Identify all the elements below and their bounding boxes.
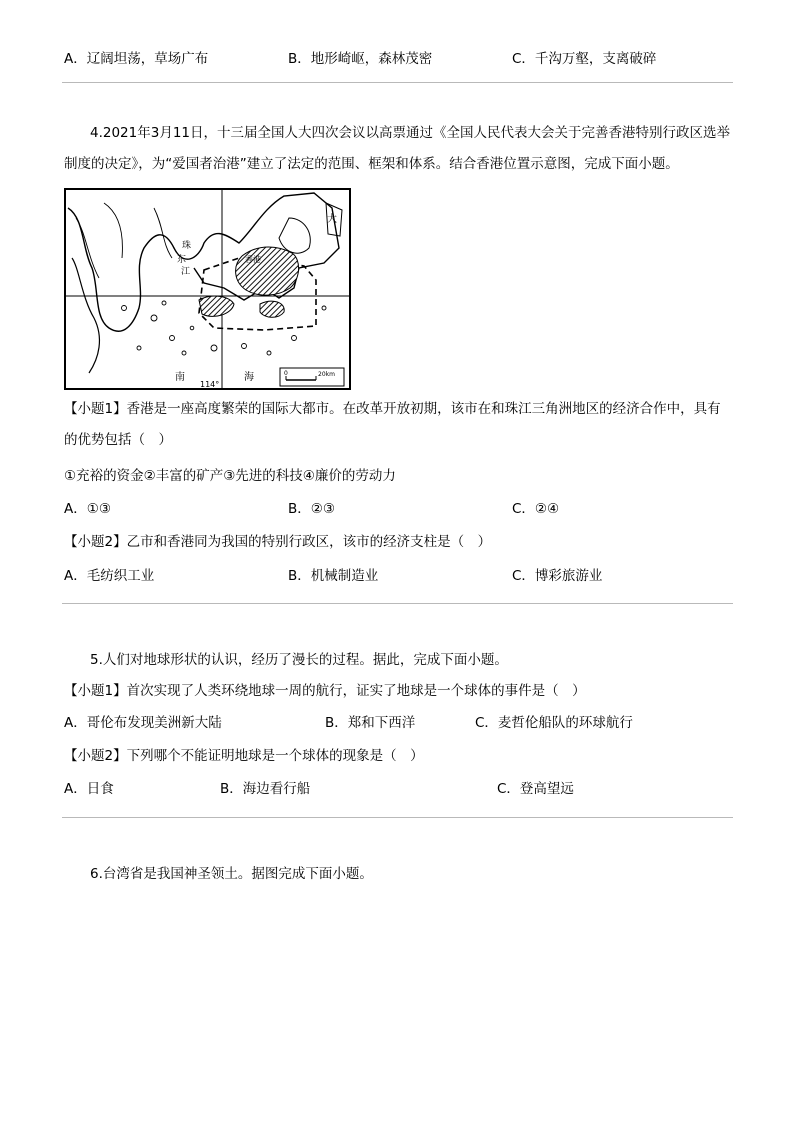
map-label-xianggang: 香港 bbox=[245, 255, 261, 264]
map-label-hai: 海 bbox=[244, 372, 254, 383]
q5-sub2-option-c: C．登高望远 bbox=[497, 781, 574, 797]
divider bbox=[62, 817, 733, 818]
q3-option-b: B．地形崎岖，森林茂密 bbox=[288, 51, 433, 67]
q3-option-a: A．辽阔坦荡，草场广布 bbox=[64, 51, 209, 67]
q5-sub2-option-a: A．日食 bbox=[64, 781, 114, 797]
map-label-jiang: 江 bbox=[181, 267, 191, 277]
q4-sub1-items: ①充裕的资金②丰富的矿产③先进的科技④廉价的劳动力 bbox=[64, 468, 396, 484]
q5-sub2-option-b: B．海边看行船 bbox=[220, 781, 311, 797]
q5-sub1-option-a: A．哥伦布发现美洲新大陆 bbox=[64, 715, 222, 731]
scale-end-label: 20km bbox=[318, 371, 335, 378]
q5-sub1-option-b: B．郑和下西洋 bbox=[325, 715, 416, 731]
hong-kong-location-map bbox=[64, 188, 351, 390]
q5-sub1-text: 【小题1】首次实现了人类环绕地球一周的航行，证实了地球是一个球体的事件是（ ） bbox=[64, 683, 586, 699]
q4-sub1-option-b: B．②③ bbox=[288, 501, 335, 517]
q4-sub1-option-a: A．①③ bbox=[64, 501, 111, 517]
map-frame bbox=[65, 189, 350, 389]
q4-stem: 4.2021年3月11日，十三届全国人大四次会议以高票通过《全国人民代表大会关于完善香港特别行政区选举制度的决定》，为“爱国者治港”建立了法定的范围、框架和体系。结合香港位置示意图，完成下面小题。 bbox=[64, 125, 731, 172]
q6-stem: 6.台湾省是我国神圣领土。据图完成下面小题。 bbox=[90, 866, 373, 882]
q3-option-c: C．千沟万壑，支离破碎 bbox=[512, 51, 657, 67]
map-label-dong: 东 bbox=[177, 255, 187, 265]
divider bbox=[62, 82, 733, 83]
q4-sub1-option-c: C．②④ bbox=[512, 501, 560, 517]
map-label-nan: 南 bbox=[175, 372, 185, 383]
scale-start-label: 0 bbox=[284, 370, 288, 377]
divider bbox=[62, 603, 733, 604]
q4-sub2-text: 【小题2】乙市和香港同为我国的特别行政区，该市的经济支柱是（ ） bbox=[64, 534, 492, 550]
map-label-zhu: 珠 bbox=[182, 241, 192, 251]
q5-sub2-text: 【小题2】下列哪个不能证明地球是一个球体的现象是（ ） bbox=[64, 748, 424, 764]
q4-sub2-option-a: A．毛纺织工业 bbox=[64, 568, 155, 584]
q4-sub2-option-b: B．机械制造业 bbox=[288, 568, 379, 584]
q4-sub1-text: 【小题1】香港是一座高度繁荣的国际大都市。在改革开放初期，该市在和珠江三角洲地区的经济合作中，具有的优势包括（ ） bbox=[64, 401, 721, 448]
q5-stem: 5.人们对地球形状的认识，经历了漫长的过程。据此，完成下面小题。 bbox=[90, 652, 508, 668]
q4-sub2-option-c: C．博彩旅游业 bbox=[512, 568, 603, 584]
q5-sub1-option-c: C．麦哲伦船队的环球航行 bbox=[475, 715, 633, 731]
map-label-da: 大 bbox=[327, 214, 337, 225]
map-longitude-label: 114° bbox=[200, 380, 220, 389]
hong-kong-island bbox=[260, 301, 284, 317]
